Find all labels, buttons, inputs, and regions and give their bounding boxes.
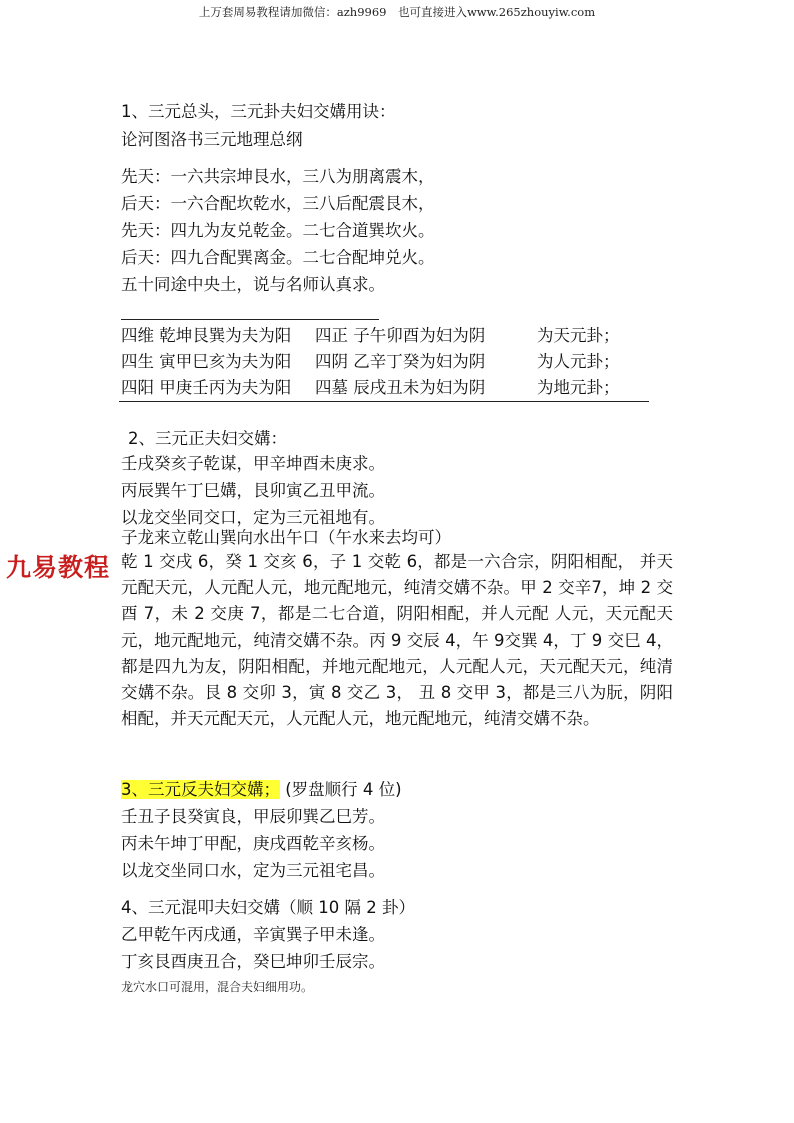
section2-line: 壬戌癸亥子乾谋，甲辛坤酉未庚求。 xyxy=(121,454,385,473)
trigram-table xyxy=(121,321,647,399)
section1-line: 先天：四九为友兑乾金。二七合道巽坎火。 xyxy=(121,221,435,240)
table-row xyxy=(121,321,647,347)
section1-subtitle: 论河图洛书三元地理总纲 xyxy=(121,130,303,149)
section4-footnote: 龙穴水口可混用，混合夫妇细用功。 xyxy=(121,980,314,994)
table-row xyxy=(121,373,647,399)
section1-title: 1、三元总头，三元卦夫妇交媾用诀： xyxy=(121,102,396,121)
table-cell: 四墓 辰戌丑未为妇为阴 xyxy=(315,378,486,397)
watermark-logo: 九易教程 xyxy=(6,553,111,582)
section4-line: 丁亥艮酉庚丑合，癸巳坤卯壬辰宗。 xyxy=(121,952,385,971)
section3-heading xyxy=(121,776,402,800)
section1-line: 先天：一六共宗坤艮水，三八为朋离震木， xyxy=(121,167,435,186)
table-cell: 四维 乾坤艮巽为夫为阳 xyxy=(121,326,292,345)
section1-line: 五十同途中央土，说与名师认真求。 xyxy=(121,275,385,294)
section2-line: 子龙来立乾山巽向水出午口（午水来去均可） xyxy=(121,528,451,547)
table-top-rule xyxy=(121,319,379,320)
section4-title: 4、三元混叩夫妇交媾（顺 10 隔 2 卦） xyxy=(121,898,415,917)
section2-title: 2、三元正夫妇交媾： xyxy=(128,429,287,448)
table-cell: 四阳 甲庚壬丙为夫为阳 xyxy=(121,378,292,397)
page-header: 上万套周易教程请加微信：azh9969 也可直接进入www.265zhouyiw.com xyxy=(198,5,596,19)
table-bottom-rule xyxy=(119,401,649,402)
table-cell: 为人元卦； xyxy=(537,352,620,371)
section2-line: 以龙交坐同交口，定为三元祖地有。 xyxy=(121,508,385,527)
table-cell: 四阴 乙辛丁癸为妇为阴 xyxy=(315,352,486,371)
table-row xyxy=(121,347,647,373)
section3-line: 以龙交坐同口水，定为三元祖宅昌。 xyxy=(121,861,385,880)
section3-title: 3、三元反夫妇交媾； xyxy=(121,780,280,799)
table-cell: 四正 子午卯酉为妇为阴 xyxy=(315,326,486,345)
section2-paragraph: 乾 1 交戌 6，癸 1 交亥 6，子 1 交乾 6，都是一六合宗，阴阳相配， 并天元配天元，人元配人元，地元配地元，纯清交媾不杂。甲 2 交辛7，坤 2 交酉 7，未 2 交庚 7，都是二七合道，阴阳相配，并人元配 人元，天元配天元，地元配地元，纯清交媾不杂。丙 9 交辰 4，午 9交巽 4，丁 9 交巳 4，都是四九为友，阴阳相配，并地元配地元，人元配人元，天元配天元，纯清交媾不杂。艮 8 交卯 3，寅 8 交乙 3， 丑 8 交甲 3，都是三八为朊，阴阳相配，并天元配天元，人元配人元，地元配地元，纯清交媾不杂。 xyxy=(121,552,673,729)
section4-line: 乙甲乾午丙戌通，辛寅巽子甲未逢。 xyxy=(121,925,385,944)
section3-line: 丙未午坤丁甲配，庚戌酉乾辛亥杨。 xyxy=(121,834,385,853)
section3-line: 壬丑子艮癸寅良，甲辰卯巽乙巳芳。 xyxy=(121,807,385,826)
section2-line: 丙辰巽午丁巳媾，艮卯寅乙丑甲流。 xyxy=(121,481,385,500)
table-cell: 为天元卦； xyxy=(537,326,620,345)
section1-line: 后天：一六合配坎乾水，三八后配震艮木， xyxy=(121,194,435,213)
section1-line: 后天：四九合配巽离金。二七合配坤兑火。 xyxy=(121,248,435,267)
table-cell: 为地元卦； xyxy=(537,378,620,397)
table-cell: 四生 寅甲巳亥为夫为阳 xyxy=(121,352,292,371)
section3-note: (罗盘顺行 4 位) xyxy=(285,780,402,799)
